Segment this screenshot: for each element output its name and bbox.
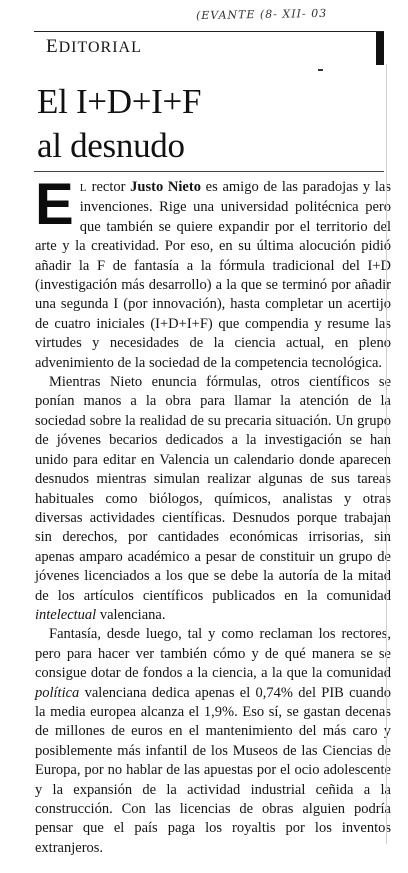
paragraph-2 [35,373,391,625]
section-label-initial: E [46,36,59,57]
paragraph-3 [35,625,391,858]
paragraph-3-text-b: valenciana dedica apenas el 0,74% del PIB cuando la media europea alcanza el 1,9%. Eso sí, se gastan decenas de millones de euros en el mantenimiento del más caro y posiblemente más infantil de los Museos de las Ciencias de Europa, por no hablar de las apuestas por el ocio adolescente y la expansión de la actividad industrial ceñida a la construcción. Con las licencias de obras alguien podría pensar que el país paga los royaltis por los inventos extranjeros. [35,684,391,856]
section-label [46,36,142,58]
rector-name: Justo Nieto [130,179,201,195]
paragraph-2-text-b: valenciana. [96,606,166,623]
paragraph-3-text-a: Fantasía, desde luego, tal y como reclaman los rectores, pero para hacer ver también cómo y de qué manera se se consigue dotar de fondos a la ciencia, a la que la comunidad [35,626,391,682]
paragraph-1-text-b: es amigo de las paradojas y las invenciones. Rige una universidad politécnica pero que también se quiere expandir por el territorio del arte y la creatividad. Por eso, en su última alocución pidió añadir la F de fantasía a la fórmula tradicional del I+D (investigación más desarrollo) a la que se terminó por añadir una segunda I (por innovación), hasta completar un acertijo de cuatro iniciales (I+D+I+F) que compendia y resume las virtudes y necesidades de la ciencia actual, en pleno advenimiento de la sociedad de la competencia tecnológica. [35,179,392,371]
headline [37,80,201,168]
paragraph-1-text-a: rector [86,179,131,195]
drop-cap: E [35,172,74,237]
column-right-edge [386,64,387,844]
lead-smallcaps: L [79,182,87,194]
paragraph-3-emphasis: política [35,684,80,701]
article-body [35,172,392,858]
paragraph-1 [35,172,392,373]
paragraph-2-emphasis: intelectual [35,606,97,623]
section-label-rest: DITORIAL [58,39,142,56]
handwritten-source-note: (EVANTE (8- XII- 03 [195,6,328,23]
paragraph-2-text-a: Mientras Nieto enuncia fórmulas, otros científicos se ponían manos a la obra para llamar la atención de la sociedad sobre la realidad de su precaria situación. Un grupo de jóvenes becarios dedicados a la investigación se han unido para editar en Valencia un calendario donde aparecen desnudos mientras simulan realizar algunas de sus tareas habituales como biólogos, químicos, analistas y otras diversas actividades científicas. Desnudos porque trabajan sin derechos, por cantidades económicas irrisorias, sin apenas amparo académico a pesar de constituir un grupo de jóvenes licenciados a los que se debe la autoría de la mitad de los artículos científicos publicados en la comunidad [35,374,391,604]
headline-line-2: al desnudo [37,126,185,165]
section-header-endbar [376,32,384,65]
headline-divider [34,171,384,172]
headline-line-1: El I+D+I+F [37,82,202,121]
decorative-tick [318,69,323,71]
